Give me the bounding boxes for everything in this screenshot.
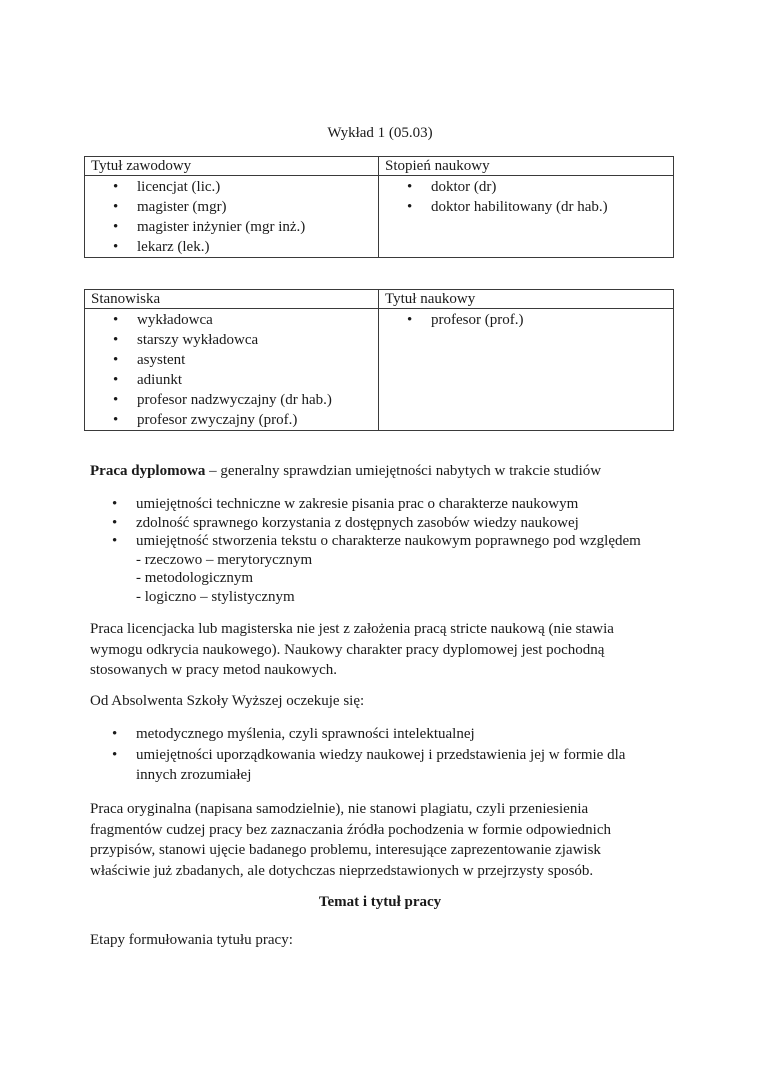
thesis-term: Praca dyplomowa xyxy=(90,463,206,479)
bullet-icon: • xyxy=(113,219,119,235)
list-item: • profesor (prof.) xyxy=(407,312,524,328)
bullet-icon: • xyxy=(113,179,119,195)
list-item: • asystent xyxy=(113,352,186,368)
bullet-icon: • xyxy=(407,199,413,215)
paragraph-originality: Praca oryginalna (napisana samodzielnie), nie stanowi plagiatu, czyli przeniesienia fragmentów cudzej pracy bez zaznaczania źródła pochodzenia w formie odpowiednich przypisów, stanowi ujęcie badanego problemu, interesujące zaprezentowanie zjawisk właściwie już zbadanych, ale dotychczas nieprzedstawionych w przejrzysty sposób. xyxy=(90,801,611,879)
bullet-icon: • xyxy=(407,312,413,328)
document-title: Wykład 1 (05.03) xyxy=(327,125,433,141)
sublist-item: - logiczno – stylistycznym xyxy=(136,588,295,605)
bullet-icon: • xyxy=(113,372,119,388)
table-header-academic-degree: Stopień naukowy xyxy=(379,157,674,176)
table-header-positions: Stanowiska xyxy=(85,290,379,309)
list-item: • umiejętności techniczne w zakresie pisania prac o charakterze naukowym xyxy=(112,496,579,512)
positions-table xyxy=(84,289,674,431)
list-item: • zdolność sprawnego korzystania z dostępnych zasobów wiedzy naukowej xyxy=(112,514,579,531)
bullet-icon: • xyxy=(113,312,119,328)
table-header-professional-title: Tytuł zawodowy xyxy=(85,157,379,176)
list-item: • starszy wykładowca xyxy=(113,332,259,348)
skills-list xyxy=(90,495,660,606)
bullet-icon: • xyxy=(112,726,118,742)
degrees-table xyxy=(84,156,674,258)
list-item: • lekarz (lek.) xyxy=(113,239,210,255)
thesis-definition xyxy=(90,461,650,482)
sublist-item: - metodologicznym xyxy=(136,570,254,586)
bullet-icon: • xyxy=(113,392,119,408)
academic-titles-cell xyxy=(379,309,674,431)
list-item: • licencjat (lic.) xyxy=(113,179,221,195)
paragraph-expectations-intro: Od Absolwenta Szkoły Wyższej oczekuje się: xyxy=(90,693,365,709)
list-item: • magister (mgr) xyxy=(113,199,227,215)
list-item: • doktor (dr) xyxy=(407,179,497,195)
paragraph-thesis-nature: Praca licencjacka lub magisterska nie jest z założenia pracą stricte naukową (nie stawia wymogu odkrycia naukowego). Naukowy charakter pracy dyplomowej jest pochodną stosowanych w pracy metod naukowych. xyxy=(90,621,614,678)
bullet-icon: • xyxy=(113,239,119,255)
bullet-icon: • xyxy=(112,533,118,549)
expectations-list xyxy=(90,724,660,786)
bullet-icon: • xyxy=(407,179,413,195)
bullet-icon: • xyxy=(113,199,119,215)
positions-cell xyxy=(85,309,379,431)
table-header-academic-title: Tytuł naukowy xyxy=(379,290,674,309)
bullet-icon: • xyxy=(113,352,119,368)
thesis-definition-text: – generalny sprawdzian umiejętności nabytych w trakcie studiów xyxy=(205,463,602,479)
bullet-icon: • xyxy=(113,332,119,348)
list-item: • adiunkt xyxy=(113,372,182,388)
academic-degrees-cell xyxy=(379,176,674,258)
sublist-item: - rzeczowo – merytorycznym xyxy=(136,551,313,568)
paragraph-title-stages: Etapy formułowania tytułu pracy: xyxy=(90,932,293,948)
list-item: • umiejętność stworzenia tekstu o charakterze naukowym poprawnego pod względem - rzeczowo – merytorycznym - metodologicznym - logiczno – stylistycznym xyxy=(90,532,660,606)
list-item: • umiejętności uporządkowania wiedzy naukowej i przedstawienia jej w formie dla innych zrozumiałej xyxy=(112,746,626,783)
list-item: • profesor zwyczajny (prof.) xyxy=(113,412,298,428)
list-item: • profesor nadzwyczajny (dr hab.) xyxy=(113,392,332,408)
bullet-icon: • xyxy=(112,496,118,512)
list-item: • wykładowca xyxy=(113,312,213,328)
professional-titles-cell xyxy=(85,176,379,258)
bullet-icon: • xyxy=(112,514,118,531)
bullet-icon: • xyxy=(113,412,119,428)
list-item: • metodycznego myślenia, czyli sprawności intelektualnej xyxy=(90,724,660,745)
section-heading: Temat i tytuł pracy xyxy=(318,894,442,910)
bullet-icon: • xyxy=(112,746,118,763)
list-item: • magister inżynier (mgr inż.) xyxy=(113,219,306,235)
list-item: • doktor habilitowany (dr hab.) xyxy=(407,199,608,215)
